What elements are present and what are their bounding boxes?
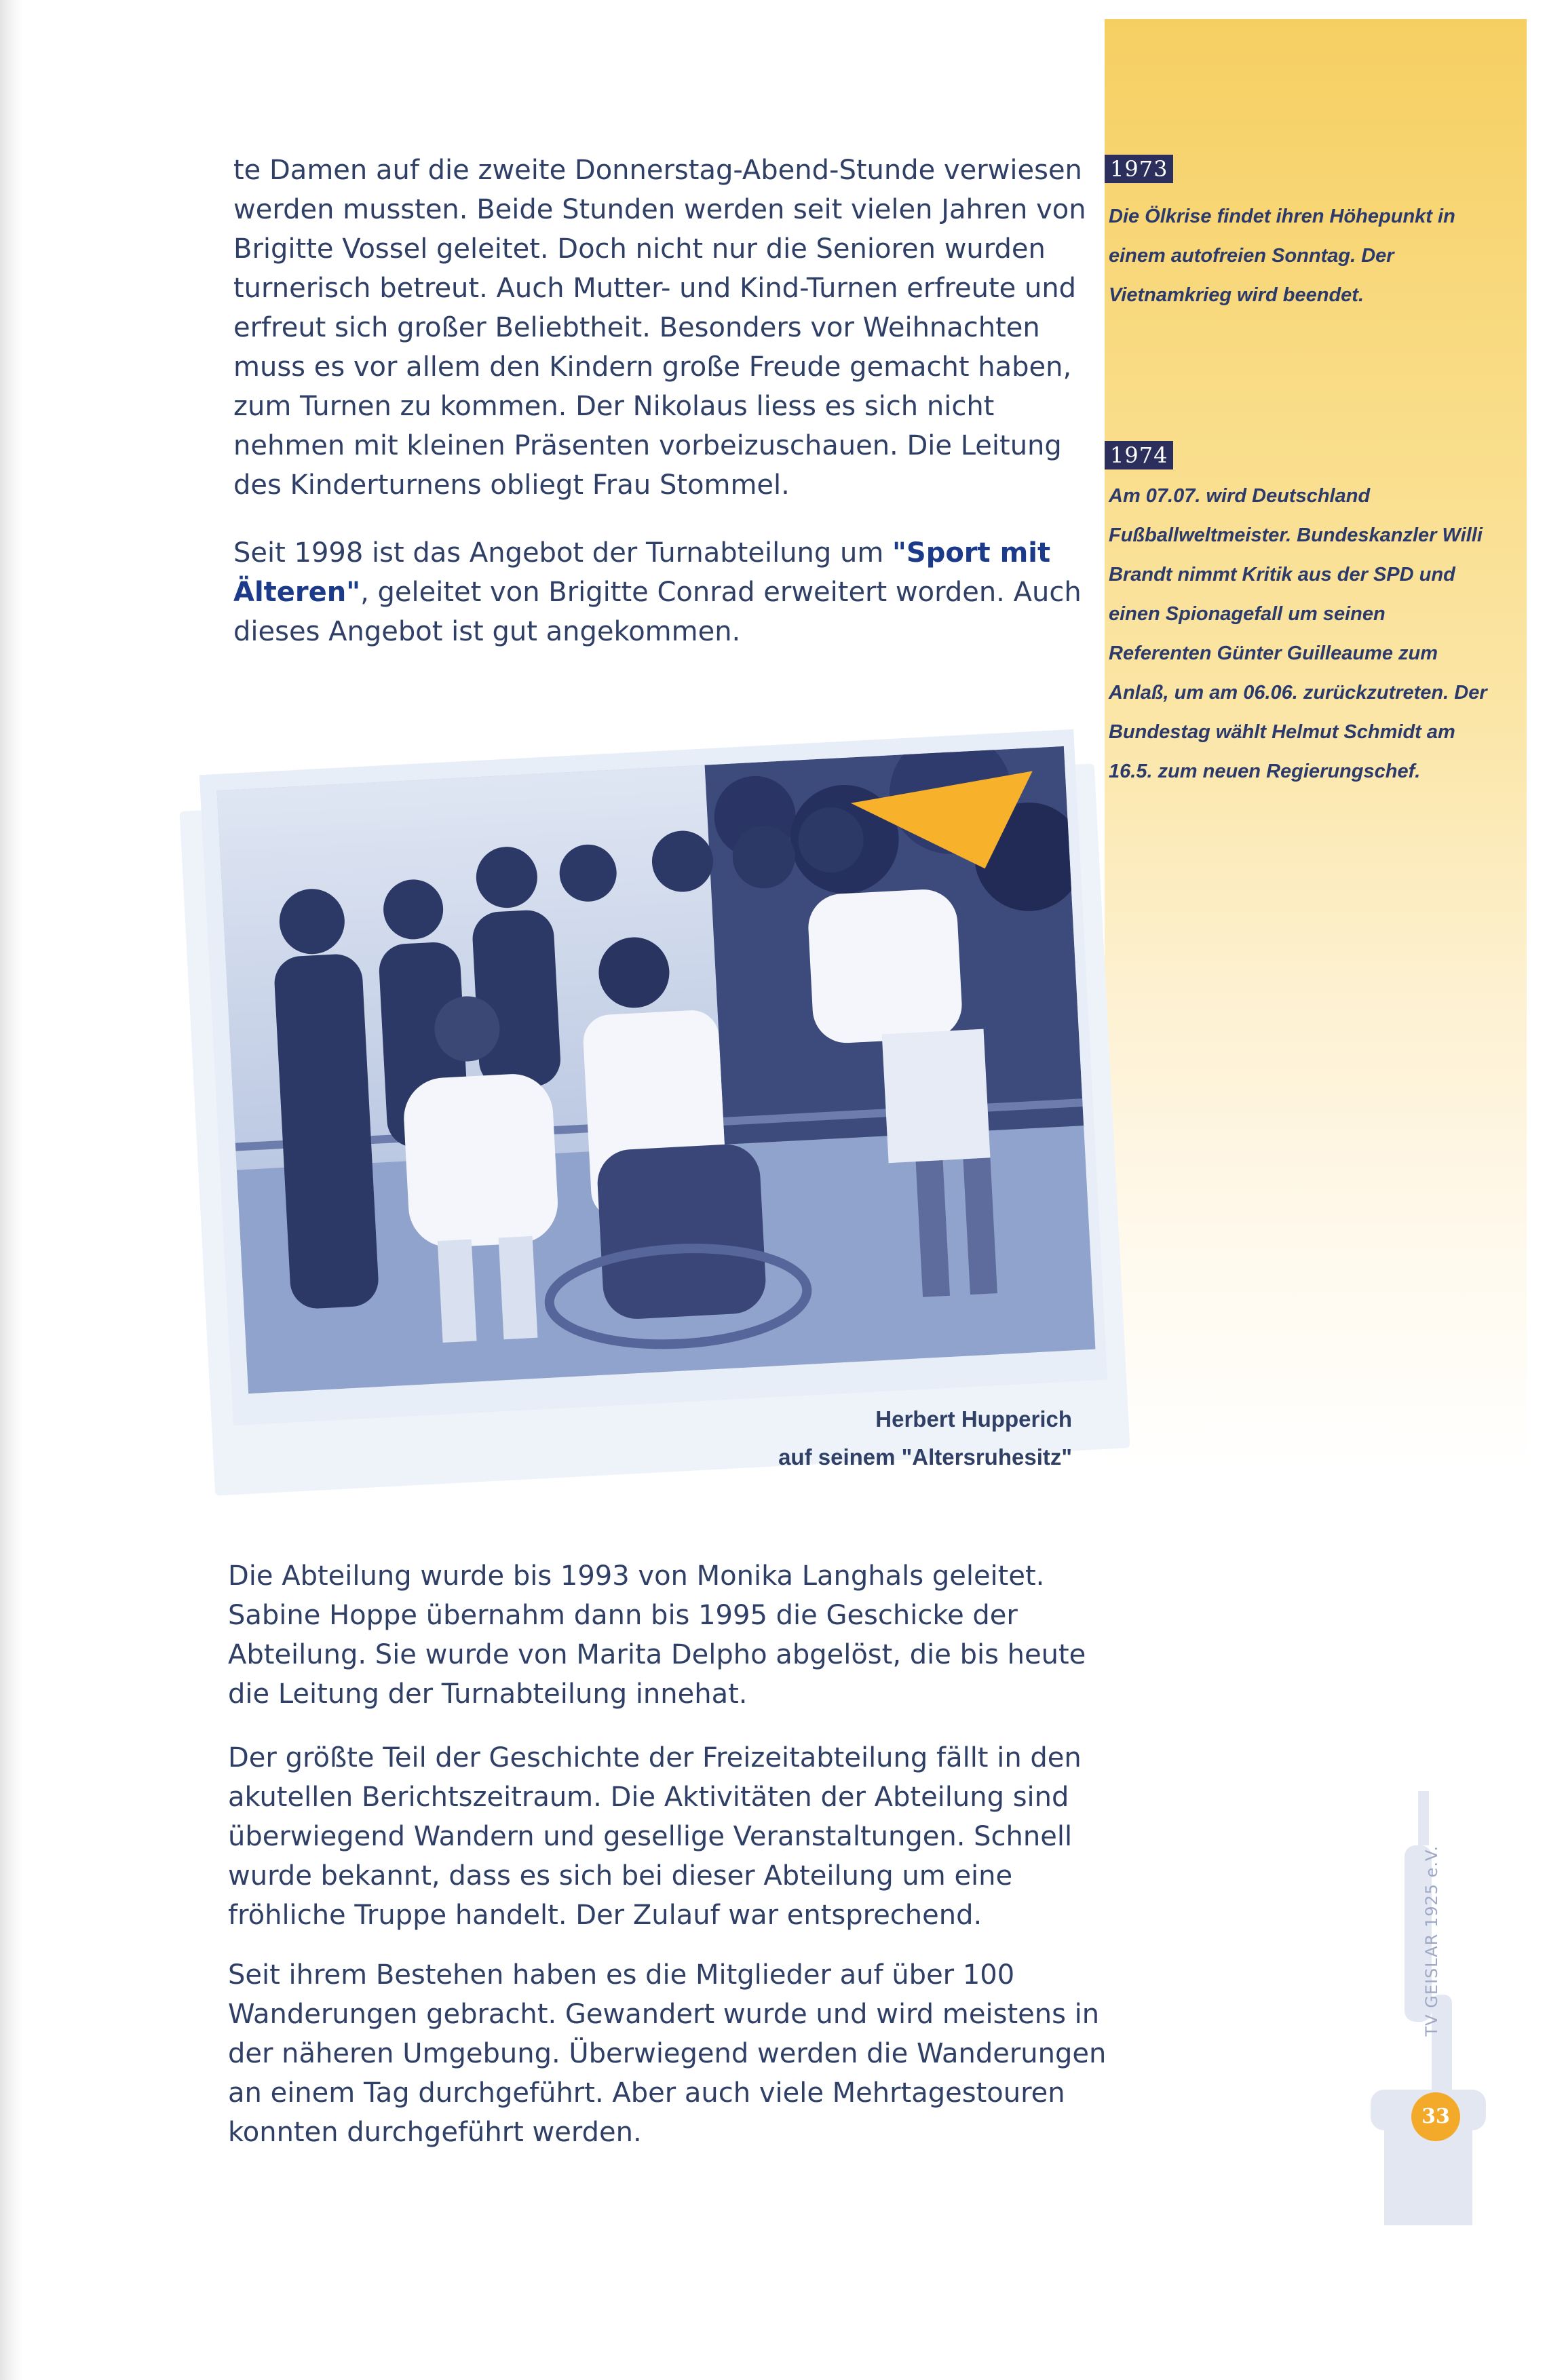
page-edge <box>0 0 23 2380</box>
club-name-vertical: TV GEISLAR 1925 e.V. <box>1422 1845 1441 2037</box>
paragraph-sport-mit-aelteren <box>233 533 1109 651</box>
timeline-event-1974: Am 07.07. wird Deutschland Fußballweltmeister. Bundeskanzler Willi Brandt nimmt Kritik aus der SPD und einen Spionagefall um seinen Referenten Günter Guilleaume zum Anlaß, um am 06.06. zurückzutreten. Der Bundestag wählt Helmut Schmidt am 16.5. zum neuen Regierungschef. <box>1109 485 1487 782</box>
paragraph-turnen: te Damen auf die zweite Donnerstag-Abend-Stunde verwiesen werden mussten. Beide Stunden werden seit vielen Jahren von Brigitte Vossel geleitet. Doch nicht nur die Senioren wurden turnerisch betreut. Auch Mutter- und Kind-Turnen erfreute und erfreut sich großer Beliebtheit. Besonders vor Weihnachten muss es vor allem den Kindern große Freude gemacht haben, zum Turnen zu kommen. Der Nikolaus liess es sich nicht nehmen mit kleinen Präsenten vorbeizuschauen. Die Leitung des Kinderturnens obliegt Frau Stommel. <box>233 155 1086 501</box>
paragraph-freizeitabteilung: Der größte Teil der Geschichte der Freizeitabteilung fällt in den akutellen Berichtszeitraum. Die Aktivitäten der Abteilung sind überwiegend Wandern und gesellige Veranstaltungen. Schnell wurde bekannt, dass es sich bei dieser Abteilung um eine fröhliche Truppe handelt. Der Zulauf war entsprechend. <box>228 1742 1082 1931</box>
photo-caption-description: auf seinem "Altersruhesitz" <box>778 1444 1072 1470</box>
photo-caption-name: Herbert Hupperich <box>875 1406 1072 1432</box>
paragraph-text-after: , geleitet von Brigitte Conrad erweitert worden. Auch dieses Angebot ist gut angekommen. <box>233 577 1082 647</box>
program-name-highlight: "Sport mit Älteren" <box>233 537 1051 608</box>
paragraph-abteilungsleitung: Die Abteilung wurde bis 1993 von Monika Langhals geleitet. Sabine Hoppe übernahm dann bis 1995 die Geschicke der Abteilung. Sie wurde von Marita Delpho abgelöst, die bis heute die Leitung der Turnabteilung innehat. <box>228 1560 1086 1710</box>
timeline-event-1973: Die Ölkrise findet ihren Höhepunkt in einem autofreien Sonntag. Der Vietnamkrieg wird beendet. <box>1109 206 1455 306</box>
paragraph-text-before: Seit 1998 ist das Angebot der Turnabteilung um <box>233 537 893 569</box>
page-number: 33 <box>1411 2092 1460 2141</box>
paragraph-wanderungen: Seit ihrem Bestehen haben es die Mitglieder auf über 100 Wanderungen gebracht. Gewandert wurde und wird meistens in der näheren Umgebung. Überwiegend werden die Wanderungen an einem Tag durchgeführt. Aber auch viele Mehrtagestouren konnten durchgeführt werden. <box>228 1959 1107 2148</box>
year-badge-1974: 1974 <box>1105 441 1173 469</box>
year-badge-1973: 1973 <box>1105 155 1173 183</box>
